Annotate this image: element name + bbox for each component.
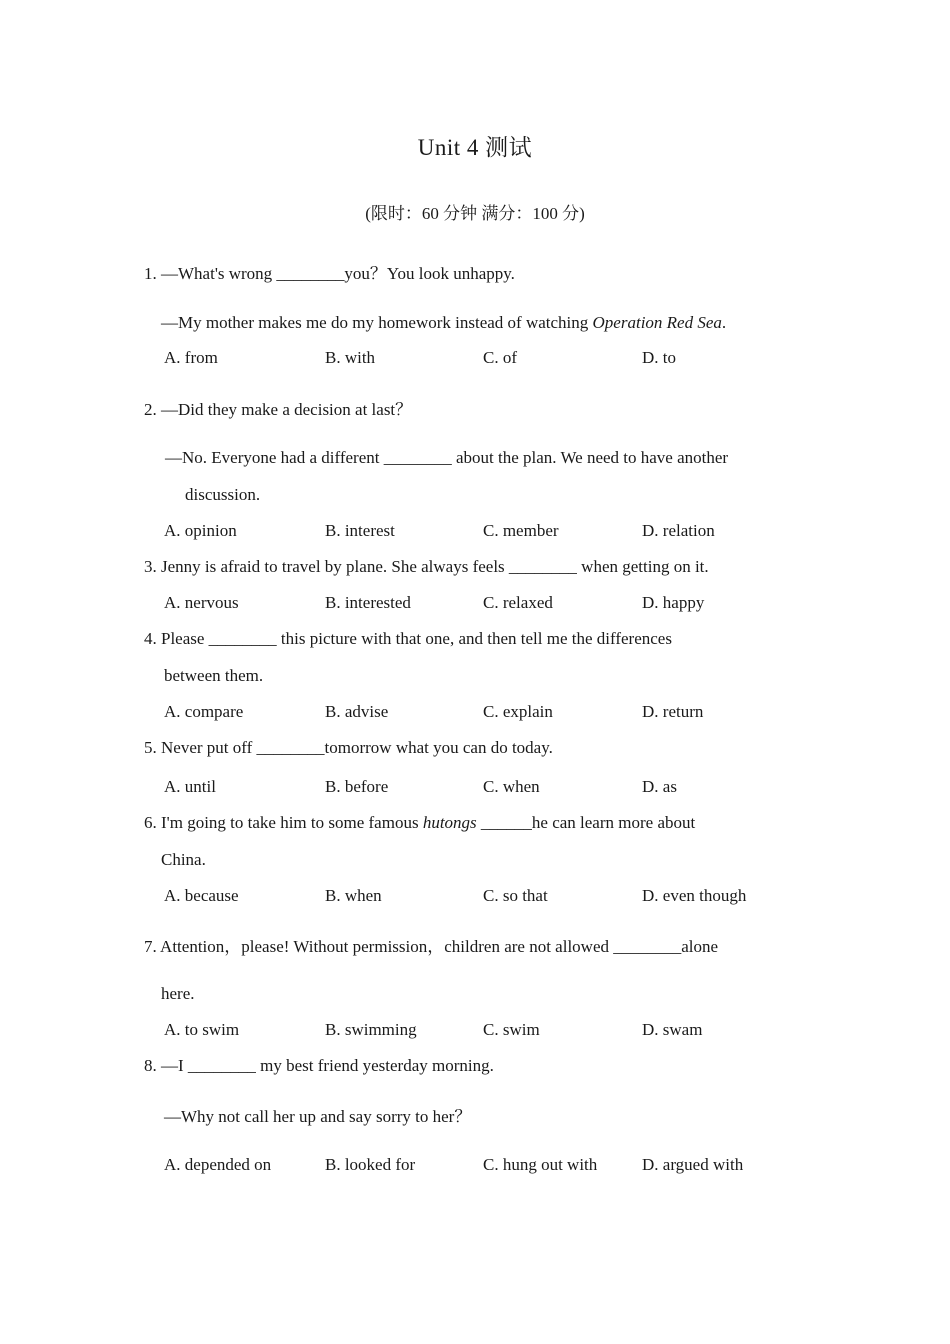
question-1-option-b[interactable]: B. with (325, 348, 376, 367)
question-2-option-c[interactable]: C. member (483, 521, 559, 540)
question-6-option-b[interactable]: B. when (325, 886, 382, 905)
question-4-stem-cont: between them. (164, 666, 264, 685)
question-3-option-b[interactable]: B. interested (325, 593, 411, 612)
question-7-option-b[interactable]: B. swimming (325, 1020, 417, 1039)
question-7-option-d[interactable]: D. swam (642, 1020, 703, 1039)
question-5-stem: 5. Never put off ________tomorrow what you can do today. (144, 738, 553, 757)
question-3-option-d[interactable]: D. happy (642, 593, 705, 612)
question-5-option-d[interactable]: D. as (642, 777, 677, 796)
question-7-option-c[interactable]: C. swim (483, 1020, 540, 1039)
question-8-option-a[interactable]: A. depended on (164, 1155, 272, 1174)
question-6-stem (144, 812, 695, 834)
question-6-option-d[interactable]: D. even though (642, 886, 747, 905)
question-6-option-c[interactable]: C. so that (483, 886, 548, 905)
question-1-option-d[interactable]: D. to (642, 348, 676, 367)
question-4-option-a[interactable]: A. compare (164, 702, 244, 721)
question-7-option-a[interactable]: A. to swim (164, 1020, 240, 1039)
question-2-reply: —No. Everyone had a different ________ about the plan. We need to have another (165, 448, 729, 467)
question-1-reply (161, 312, 726, 334)
question-2-stem: 2. —Did they make a decision at last？ (144, 400, 413, 419)
question-6-stem-end: ______he can learn more about (476, 813, 696, 832)
question-2-option-b[interactable]: B. interest (325, 521, 395, 540)
question-6-stem-text: 6. I'm going to take him to some famous (144, 813, 423, 832)
question-3-stem: 3. Jenny is afraid to travel by plane. She always feels ________ when getting on it. (144, 557, 709, 576)
question-4-option-c[interactable]: C. explain (483, 702, 553, 721)
question-6-option-a[interactable]: A. because (164, 886, 239, 905)
question-1-reply-text: —My mother makes me do my homework instead of watching (161, 313, 593, 332)
question-7-stem-cont: here. (161, 984, 195, 1003)
question-6-stem-italic: hutongs (422, 813, 477, 832)
question-4-option-b[interactable]: B. advise (325, 702, 389, 721)
question-8-stem: 8. —I ________ my best friend yesterday morning. (144, 1056, 494, 1075)
question-1-option-a[interactable]: A. from (164, 348, 218, 367)
question-3-option-c[interactable]: C. relaxed (483, 593, 553, 612)
question-4-option-d[interactable]: D. return (642, 702, 704, 721)
question-5-option-b[interactable]: B. before (325, 777, 389, 796)
question-4-stem: 4. Please ________ this picture with that one, and then tell me the differences (144, 629, 672, 648)
question-8-option-b[interactable]: B. looked for (325, 1155, 416, 1174)
page-subtitle: (限时：60 分钟 满分：100 分) (365, 204, 585, 223)
question-7-stem: 7. Attention，please! Without permission，children are not allowed ________alone (144, 937, 719, 956)
question-2-option-a[interactable]: A. opinion (164, 521, 237, 540)
question-3-option-a[interactable]: A. nervous (164, 593, 239, 612)
question-1-option-c[interactable]: C. of (483, 348, 517, 367)
page-title: Unit 4 测试 (417, 135, 533, 160)
question-6-stem-cont: China. (161, 850, 206, 869)
question-5-option-a[interactable]: A. until (164, 777, 216, 796)
question-1-stem: 1. —What's wrong ________you？You look unhappy. (144, 264, 515, 283)
question-8-reply: —Why not call her up and say sorry to her？ (164, 1107, 472, 1126)
question-2-reply-cont: discussion. (185, 485, 261, 504)
question-5-option-c[interactable]: C. when (483, 777, 540, 796)
question-1-reply-end: . (721, 313, 727, 332)
question-8-option-d[interactable]: D. argued with (642, 1155, 744, 1174)
question-2-option-d[interactable]: D. relation (642, 521, 715, 540)
question-1-reply-title: Operation Red Sea (592, 313, 722, 332)
question-8-option-c[interactable]: C. hung out with (483, 1155, 598, 1174)
